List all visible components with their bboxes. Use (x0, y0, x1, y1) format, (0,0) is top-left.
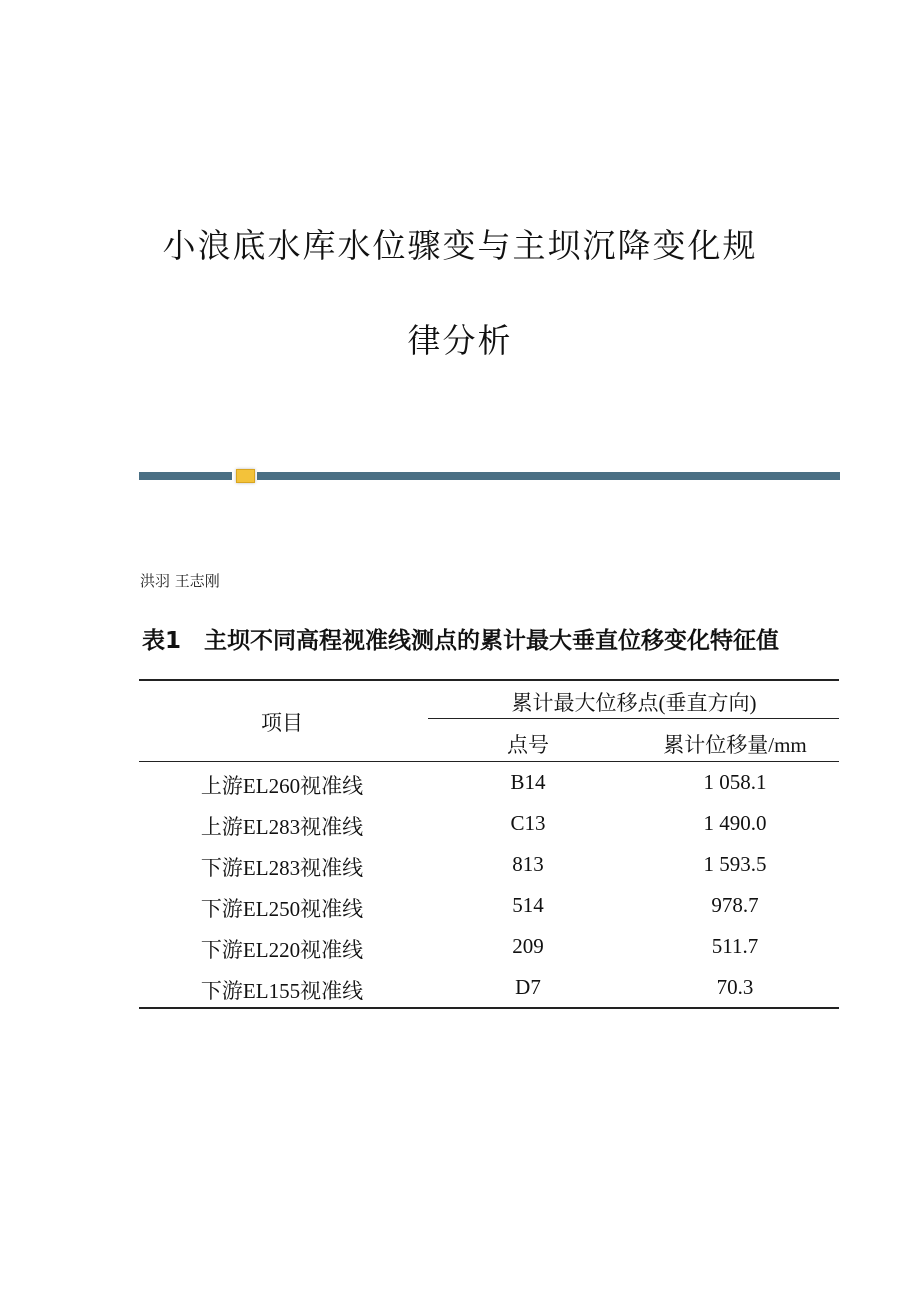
table-cell-point: C13 (510, 811, 546, 835)
table-cell-point: D7 (515, 975, 541, 999)
header-point: 点号 (507, 733, 549, 757)
table-cell-value: 1 490.0 (703, 811, 767, 835)
table-top-rule (139, 679, 839, 681)
table-bottom-rule (139, 1007, 839, 1009)
table-cell-item: 下游EL220视准线 (200, 938, 364, 962)
header-value: 累计位移量/mm (663, 733, 807, 757)
authors: 洪羽 王志刚 (140, 572, 220, 590)
title-line-2: 律分析 (407, 321, 513, 360)
table-cell-item: 下游EL155视准线 (200, 979, 364, 1003)
table-cell-value: 978.7 (711, 893, 759, 917)
table-group-rule (428, 718, 839, 719)
table-cell-value: 1 593.5 (703, 852, 767, 876)
table-caption: 表1 主坝不同高程视准线测点的累计最大垂直位移变化特征值 (142, 628, 780, 654)
envelope-icon (236, 469, 255, 483)
header-group: 累计最大位移点(垂直方向) (511, 691, 757, 715)
table-cell-item: 下游EL283视准线 (200, 856, 364, 880)
table-cell-item: 下游EL250视准线 (200, 897, 364, 921)
table-cell-point: 813 (512, 852, 544, 876)
header-item: 项目 (261, 711, 303, 735)
title-line-1: 小浪底水库水位骤变与主坝沉降变化规 (162, 226, 758, 265)
table-header-rule (139, 761, 839, 762)
table-cell-point: B14 (510, 770, 546, 794)
divider-right (257, 472, 840, 480)
table-cell-item: 上游EL283视准线 (200, 815, 364, 839)
table-cell-point: 514 (512, 893, 544, 917)
table-cell-value: 1 058.1 (703, 770, 767, 794)
table-cell-item: 上游EL260视准线 (200, 774, 364, 798)
table-cell-value: 70.3 (716, 975, 754, 999)
divider-left (139, 472, 232, 480)
table-cell-point: 209 (512, 934, 544, 958)
table-cell-value: 511.7 (711, 934, 759, 958)
